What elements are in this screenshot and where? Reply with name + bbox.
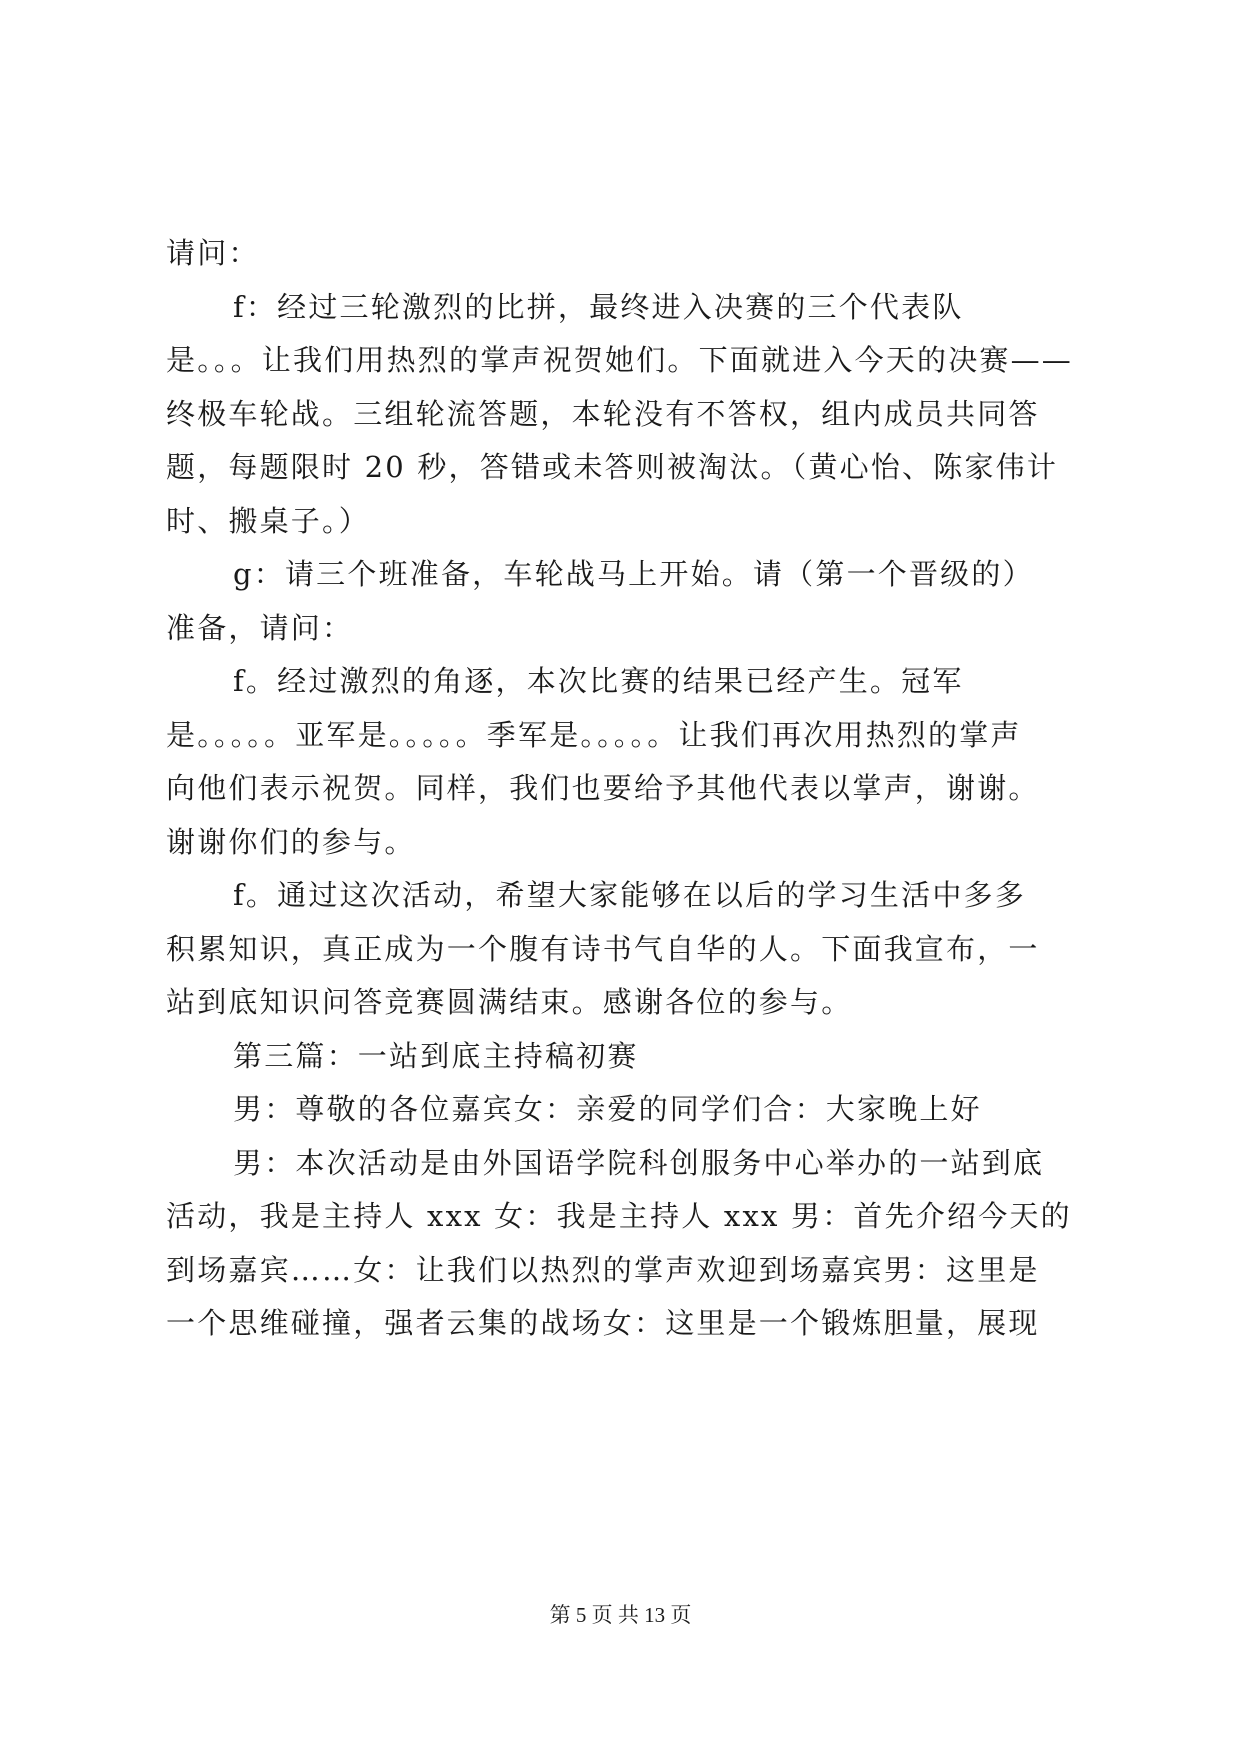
page-number-footer: 第 5 页 共 13 页	[549, 1603, 692, 1627]
text-line: 准备，请问：	[166, 610, 354, 645]
text-line: 积累知识，真正成为一个腹有诗书气自华的人。下面我宣布，一	[166, 931, 1040, 966]
document-body	[166, 227, 1081, 1351]
text-line: f。通过这次活动，希望大家能够在以后的学习生活中多多	[233, 878, 1026, 912]
text-line: 男：本次活动是由外国语学院科创服务中心举办的一站到底	[233, 1145, 1045, 1180]
text-line: 终极车轮战。三组轮流答题，本轮没有不答权，组内成员共同答	[166, 396, 1040, 431]
text-line: g：请三个班准备，车轮战马上开始。请（第一个晋级的）	[233, 557, 1034, 591]
text-line: 时、搬桌子。）	[166, 503, 370, 538]
text-line: 活动，我是主持人 xxx 女：我是主持人 xxx 男：首先介绍今天的	[166, 1199, 1072, 1233]
text-line: f。经过激烈的角逐，本次比赛的结果已经产生。冠军	[233, 664, 964, 698]
section-heading: 第三篇：一站到底主持稿初赛	[233, 1038, 639, 1073]
text-line: 是。。。让我们用热烈的掌声祝贺她们。下面就进入今天的决赛——	[166, 343, 1074, 377]
text-line: 是。。。。。亚军是。。。。。季军是。。。。。让我们再次用热烈的掌声	[166, 717, 1022, 752]
text-line: 男：尊敬的各位嘉宾女：亲爱的同学们合：大家晚上好	[233, 1092, 982, 1126]
text-line: 请问：	[166, 236, 260, 270]
text-line: 谢谢你们的参与。	[166, 824, 416, 859]
text-line: 一个思维碰撞，强者云集的战场女：这里是一个锻炼胆量，展现	[166, 1306, 1040, 1340]
text-line: f：经过三轮激烈的比拼，最终进入决赛的三个代表队	[233, 289, 964, 324]
text-line: 题，每题限时 20 秒，答错或未答则被淘汰。（黄心怡、陈家伟计	[166, 450, 1059, 484]
text-line: 到场嘉宾……女：让我们以热烈的掌声欢迎到场嘉宾男：这里是	[166, 1252, 1040, 1287]
text-line: 站到底知识问答竞赛圆满结束。感谢各位的参与。	[166, 985, 853, 1019]
text-line: 向他们表示祝贺。同样，我们也要给予其他代表以掌声，谢谢。	[166, 771, 1040, 805]
